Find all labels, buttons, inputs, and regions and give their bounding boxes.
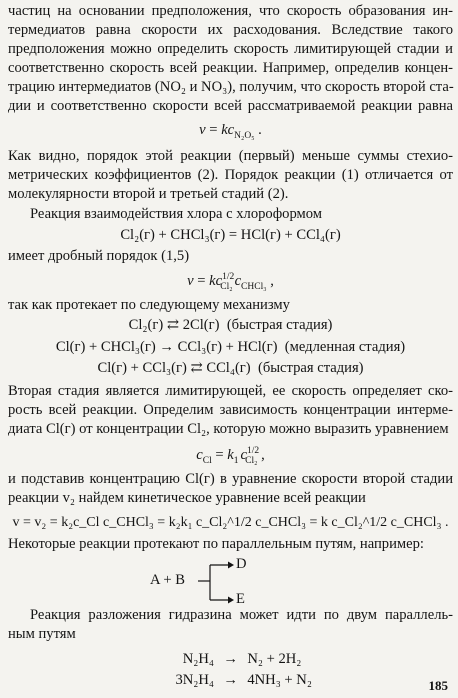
mechanism-step: Cl₂(г) ⇄ 2Cl(г) (быстрая стадия) [128, 317, 333, 333]
rate-formula-n2o5: $v = kc_{N_2O_5}$ . [199, 122, 262, 141]
text-line: Вторая стадия является лимитирующей, ее скорость определяет ско- [8, 383, 453, 399]
hydrazine-reaction: 3N₂H₄ → 4NH₃ + N₂ [175, 672, 312, 688]
text-line: ным путям [8, 626, 76, 642]
text-line: реакции v₂ найдем кинетическое уравнение всей реакции [8, 490, 366, 506]
text-line: так как протекает по следующему механизму [8, 297, 290, 313]
text-line: имеет дробный порядок (1,5) [8, 248, 190, 264]
text-line: соответственно скорость всей реакции. Например, определив концен- [8, 60, 453, 76]
text-line: диата Cl(г) от концентрации Cl₂, которую можно выразить уравнением [8, 421, 449, 437]
text-line: и подставив концентрацию Cl(г) в уравнение скорости второй стадии [8, 471, 453, 487]
mechanism-step: Cl(г) + CCl₃(г) ⇄ CCl₄(г) (быстрая стадия) [97, 360, 364, 376]
rate-formula-chloroform: $v = kc^{1/2}_{Cl_2}$ $c_{CHCl_3}$ , [187, 272, 274, 292]
text-line: термедиатов равна скорости их расходования. Вследствие такого [8, 22, 453, 38]
text-line: рость всей реакции. Определим зависимость концентрации интерме- [8, 402, 453, 418]
text-line: трацию интермедиатов (NO₂ и NO₃), получим, что скорость второй ста- [8, 79, 454, 95]
product-e-label: E [236, 591, 245, 607]
text-line: предположения можно определить скорость лимитирующей стадии и [8, 41, 453, 57]
text-line: Как видно, порядок этой реакции (первый) меньше суммы стехио- [8, 148, 453, 164]
text-line: метрических коэффициентов (2). Порядок реакции (1) отличается от [8, 167, 453, 183]
text-line: молекулярности второй и третьей стадий (2). [8, 186, 289, 202]
reactants-label: A + B [150, 572, 185, 588]
text-line: Реакция взаимодействия хлора с хлороформом [30, 206, 323, 222]
kinetic-equation: v = v₂ = k₂c_Cl c_CHCl₃ = k₂k₁ c_Cl₂^1/2 c_CHCl₃ = k c_Cl₂^1/2 c_CHCl₃ . [12, 515, 449, 530]
concentration-formula: $c_{Cl} = k_1$ $c^{1/2}_{Cl_2}$ , [196, 446, 265, 466]
text-line: Некоторые реакции протекают по параллельным путям, например: [8, 536, 424, 552]
text-line: дии и соответственно скорости всей рассматриваемой реакции равна [8, 98, 453, 114]
text-line: Реакция разложения гидразина может идти по двум параллель- [30, 607, 453, 623]
mechanism-step: Cl(г) + CHCl₃(г) → CCl₃(г) + HCl(г) (медленная стадия) [55, 339, 406, 355]
hydrazine-reaction: N₂H₄ → N₂ + 2H₂ [182, 651, 302, 667]
reaction-chloroform: Cl₂(г) + CHCl₃(г) = HCl(г) + CCl₄(г) [120, 227, 341, 243]
page-number: 185 [428, 678, 448, 693]
text-line: частиц на основании предположения, что скорость образования ин- [8, 3, 453, 19]
product-d-label: D [236, 556, 247, 572]
